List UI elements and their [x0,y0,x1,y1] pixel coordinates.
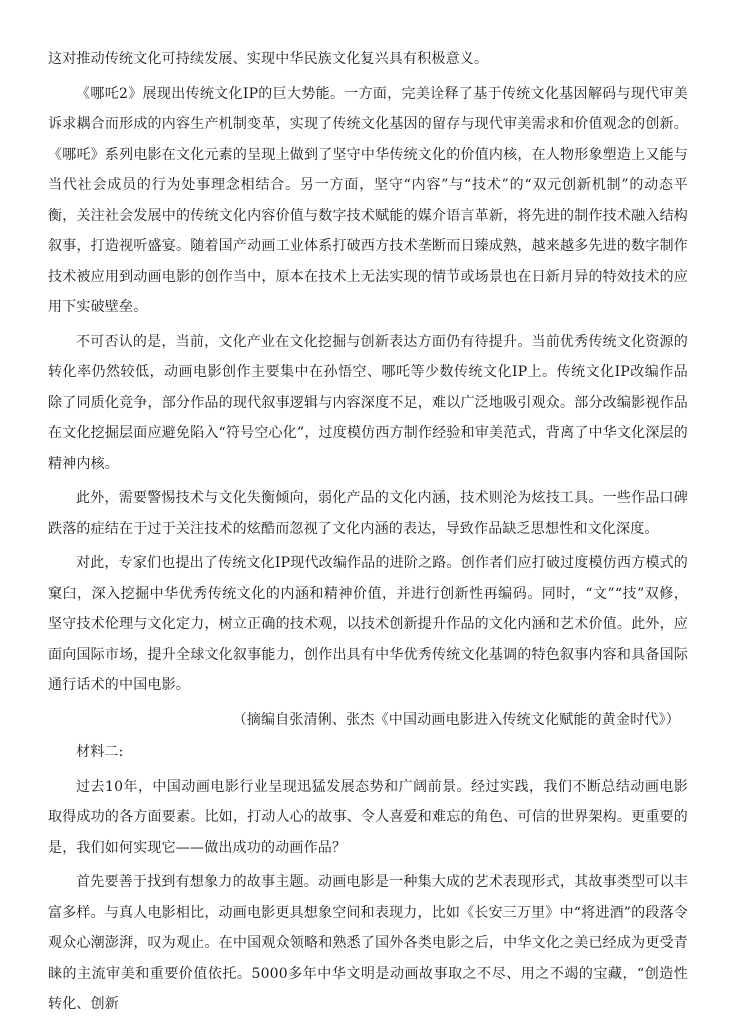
paragraph-nezha-ip: 《哪吒2》展现出传统文化IP的巨大势能。一方面，完美诠释了基于传统文化基因解码与现代审美诉求耦合而形成的内容生产机制变革，实现了传统文化基因的留存与现代审美需求和价值观念的创新。《哪吒》系列电影在文化元素的呈现上做到了坚守中华传统文化的价值内核，在人物形象塑造上又能与当代社会成员的行为处事理念相结合。另一方面，坚守“内容”与“技术”的“双元创新机制”的动态平衡，关注社会发展中的传统文化内容价值与数字技术赋能的媒介语言革新，将先进的制作技术融入结构叙事，打造视听盛宴。随着国产动画工业体系打破西方技术垄断而日臻成熟，越来越多先进的数字制作技术被应用到动画电影的创作当中，原本在技术上无法实现的情节或场景也在日新月异的特效技术的应用下实破壁垒。 [48,85,688,315]
paragraph-intro-continued: 这对推动传统文化可持续发展、实现中华民族文化复兴具有积极意义。 [48,51,489,67]
paragraph-decade-review: 过去10年，中国动画电影行业呈现迅猛发展态势和广阔前景。经过实践，我们不断总结动画电影取得成功的各方面要素。比如，打动人心的故事、令人喜爱和难忘的角色、可信的世界架构。更重要的是，我们如何实现它——做出成功的动画作品？ [48,778,688,856]
paragraph-shortcomings: 不可否认的是，当前，文化产业在文化挖掘与创新表达方面仍有待提升。当前优秀传统文化资源的转化率仍然较低，动画电影创作主要集中在孙悟空、哪吒等少数传统文化IP上。传统文化IP改编作品除了同质化竞争，部分作品的现代叙事逻辑与内容深度不足，难以广泛地吸引观众。部分改编影视作品在文化挖掘层面应避免陷入“符号空心化”，过度模仿西方制作经验和审美范式，背离了中华文化深层的精神内核。 [48,333,688,472]
citation: （摘编自张清俐、张杰《中国动画电影进入传统文化赋能的黄金时代》） [232,711,680,728]
paragraph-expert-advice: 对此，专家们也提出了传统文化IP现代改编作品的进阶之路。创作者们应打破过度模仿西方模式的窠臼，深入挖掘中华优秀传统文化的内涵和精神价值，并进行创新性再编码。同时，“文”“技”双修，坚守技术伦理与文化定力，树立正确的技术观，以技术创新提升作品的文化内涵和艺术价值。此外，应面向国际市场，提升全球文化叙事能力，创作出具有中华优秀传统文化基调的特色叙事内容和具备国际通行话术的中国电影。 [48,555,688,693]
paragraph-tech-balance: 此外，需要警惕技术与文化失衡倾向，弱化产品的文化内涵，技术则沦为炫技工具。一些作品口碑跌落的症结在于过于关注技术的炫酷而忽视了文化内涵的表达，导致作品缺乏思想性和文化深度。 [48,490,688,537]
paragraph-story-theme: 首先要善于找到有想象力的故事主题。动画电影是一种集大成的艺术表现形式，其故事类型可以丰富多样。与真人电影相比，动画电影更具想象空间和表现力，比如《长安三万里》中“将进酒”的段落令观众心潮澎湃，叹为观止。在中国观众领略和熟悉了国外各类电影之后，中华文化之美已经成为更受青睐的主流审美和重要价值依托。5000多年中华文明是动画故事取之不尽、用之不竭的宝藏，“创造性转化、创新 [48,874,688,1012]
material-two-label: 材料二: [76,744,124,760]
document-page [48,44,688,1024]
